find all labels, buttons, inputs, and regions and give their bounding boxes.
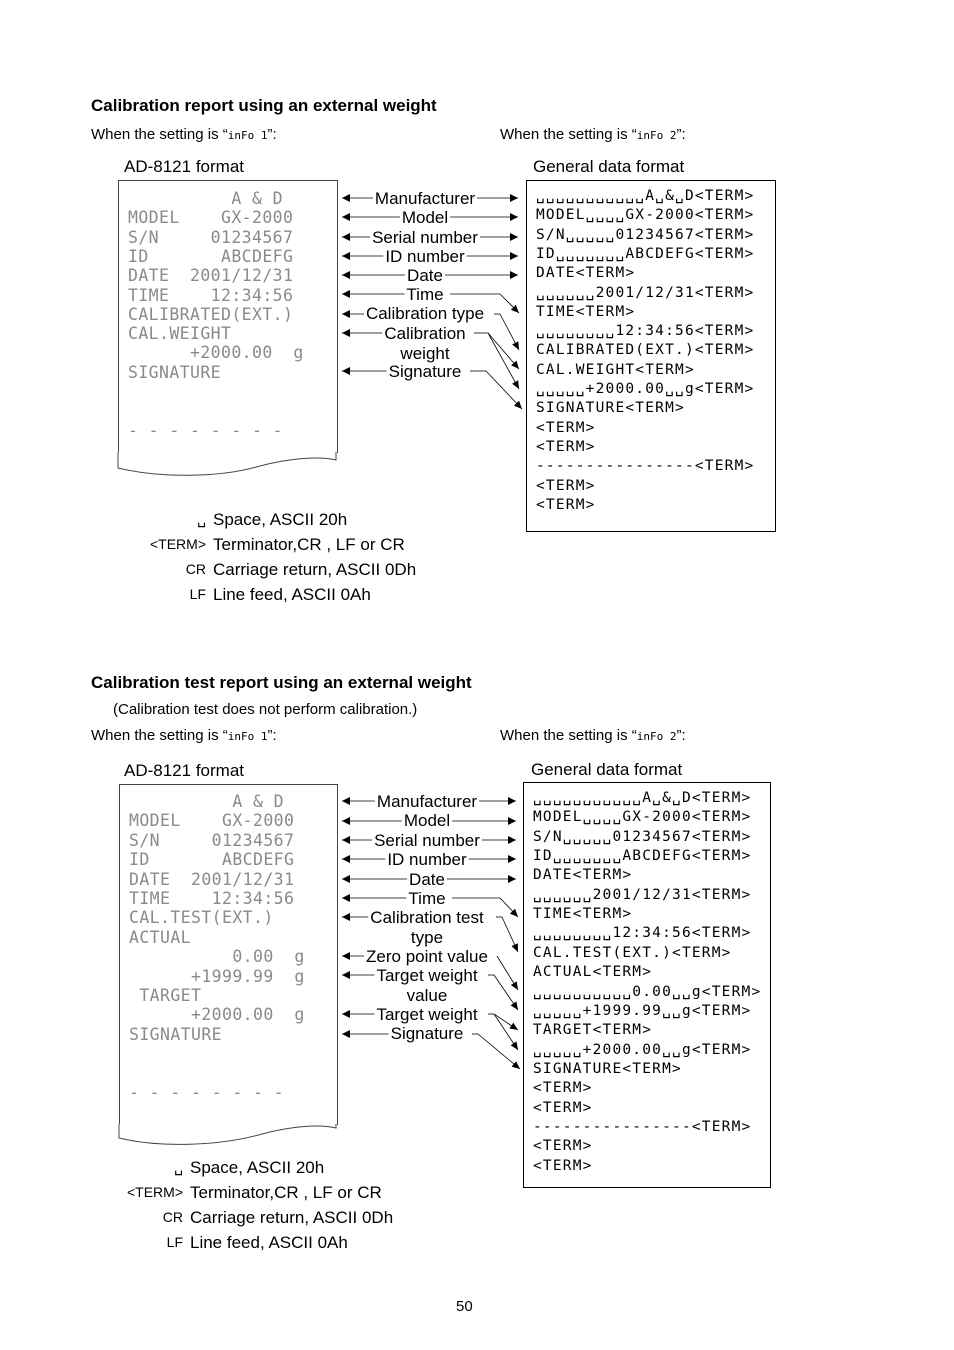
general-data-line: ----------------<TERM>	[536, 458, 755, 475]
legend-text: Line feed, ASCII 0Ah	[213, 585, 371, 604]
setting-prefix: When the setting is “	[91, 126, 228, 143]
general-data-line: ␣␣␣␣␣+1999.99␣␣g<TERM>	[533, 1002, 752, 1019]
setting-suffix: ”:	[676, 727, 686, 744]
legend-text: Space, ASCII 20h	[190, 1158, 325, 1177]
general-data-line: ID␣␣␣␣␣␣␣ABCDEFG<TERM>	[536, 245, 755, 262]
general-data-line: DATE<TERM>	[536, 265, 636, 282]
printout-line: SIGNATURE	[128, 362, 222, 382]
printout-line: 0.00 g	[129, 947, 305, 967]
printout-line: CALIBRATED(EXT.)	[128, 304, 294, 324]
general-data-line: ␣␣␣␣␣+2000.00␣␣g<TERM>	[536, 381, 755, 397]
printout-line: A & D	[128, 189, 284, 208]
legend-text: Space, ASCII 20h	[213, 510, 348, 529]
printout-line: S/N 01234567	[129, 830, 295, 850]
general-data-line: ----------------<TERM>	[533, 1118, 752, 1135]
printout-line: MODEL GX-2000	[129, 811, 295, 831]
legend-key: ␣	[197, 511, 206, 527]
printout-line: DATE 2001/12/31	[129, 869, 295, 889]
field-label: weight	[400, 344, 450, 363]
section2-left-format-title: AD-8121 format	[124, 761, 244, 780]
field-label: value	[406, 986, 448, 1005]
general-data-line: ␣␣␣␣␣␣␣␣␣␣␣A␣&␣D<TERM>	[533, 790, 752, 806]
general-data-line: ␣␣␣␣␣␣␣␣␣␣␣A␣&␣D<TERM>	[536, 188, 755, 204]
printout-line: +2000.00 g	[128, 343, 304, 363]
legend-key: LF	[166, 1234, 183, 1250]
page-number: 50	[456, 1298, 473, 1315]
field-label: Model	[401, 208, 449, 227]
setting-suffix: ”:	[676, 126, 686, 143]
field-label: Signature	[388, 362, 462, 381]
printout-line: MODEL GX-2000	[128, 208, 294, 228]
general-data-line: CAL.WEIGHT<TERM>	[536, 361, 695, 378]
general-data-line: ␣␣␣␣␣␣␣␣12:34:56<TERM>	[533, 925, 752, 942]
field-label: Date	[409, 870, 445, 889]
legend-key: CR	[185, 561, 206, 577]
field-label: Time	[406, 285, 444, 304]
field-label: type	[410, 928, 444, 947]
legend-text: Carriage return, ASCII 0Dh	[213, 560, 417, 579]
printout-line: +1999.99 g	[129, 966, 305, 986]
general-data-line: ␣␣␣␣␣␣2001/12/31<TERM>	[536, 284, 755, 301]
printout-line: ACTUAL	[129, 927, 192, 947]
general-data-line: ␣␣␣␣␣␣␣␣12:34:56<TERM>	[536, 323, 755, 340]
legend-key: ␣	[174, 1159, 183, 1175]
legend-key: CR	[162, 1209, 183, 1225]
setting-prefix: When the setting is “	[91, 727, 228, 744]
general-data-line: <TERM>	[533, 1080, 593, 1097]
printout-line: - - - - - - - -	[129, 1083, 285, 1102]
field-label: Target weight	[376, 966, 478, 985]
general-data-line: MODEL␣␣␣␣GX-2000<TERM>	[536, 207, 755, 224]
legend-text: Carriage return, ASCII 0Dh	[190, 1208, 394, 1227]
general-data-line: <TERM>	[536, 477, 596, 494]
field-label: Calibration test	[370, 908, 484, 927]
section1-right-format-title: General data format	[533, 157, 685, 176]
general-data-line: TIME<TERM>	[533, 906, 633, 923]
printout-line: TIME 12:34:56	[129, 889, 295, 908]
general-data-line: <TERM>	[533, 1138, 593, 1155]
general-data-line: TIME<TERM>	[536, 303, 636, 320]
general-data-line: ID␣␣␣␣␣␣␣ABCDEFG<TERM>	[533, 848, 752, 865]
printout-line: SIGNATURE	[129, 1024, 223, 1044]
legend-key: <TERM>	[149, 536, 206, 552]
general-data-line: <TERM>	[536, 496, 596, 513]
general-data-line: S/N␣␣␣␣␣01234567<TERM>	[533, 828, 752, 845]
printout-line: +2000.00 g	[129, 1005, 305, 1025]
printout-line: - - - - - - - -	[128, 420, 284, 440]
general-data-line: CAL.TEST(EXT.)<TERM>	[533, 944, 732, 961]
printout-line: ID ABCDEFG	[128, 246, 294, 266]
printout-line: ID ABCDEFG	[129, 850, 295, 870]
setting-suffix: ”:	[267, 126, 277, 143]
setting-value: inFo 2	[636, 730, 677, 743]
printout-line: DATE 2001/12/31	[128, 266, 294, 286]
field-label: Calibration	[384, 324, 466, 343]
setting-value: inFo 1	[227, 129, 268, 142]
section1-heading: Calibration report using an external weight	[91, 96, 437, 115]
field-label: Time	[408, 889, 446, 908]
setting-value: inFo 1	[227, 730, 268, 743]
legend-key: <TERM>	[126, 1184, 183, 1200]
general-data-line: ␣␣␣␣␣␣2001/12/31<TERM>	[533, 886, 752, 903]
setting-suffix: ”:	[267, 727, 277, 744]
section2-right-format-title: General data format	[531, 760, 683, 779]
field-label: Serial number	[372, 228, 478, 247]
legend-key: LF	[189, 586, 206, 602]
field-label: Serial number	[374, 831, 480, 850]
legend-text: Terminator,CR , LF or CR	[190, 1183, 382, 1202]
printout-line: TIME 12:34:56	[128, 285, 294, 305]
general-data-line: ACTUAL<TERM>	[533, 964, 653, 981]
printout-line: CAL.TEST(EXT.)	[129, 908, 274, 928]
section1-left-format-title: AD-8121 format	[124, 157, 244, 176]
general-data-line: <TERM>	[536, 419, 596, 436]
printout-line: TARGET	[129, 986, 202, 1005]
printout-line: CAL.WEIGHT	[128, 324, 232, 344]
legend-text: Line feed, ASCII 0Ah	[190, 1233, 348, 1252]
general-data-line: SIGNATURE<TERM>	[533, 1060, 682, 1077]
field-label: Zero point value	[366, 947, 488, 966]
general-data-line: SIGNATURE<TERM>	[536, 400, 685, 417]
field-label: Calibration type	[365, 304, 485, 323]
setting-prefix: When the setting is “	[500, 727, 637, 744]
field-label: Model	[403, 811, 451, 830]
printout-line: S/N 01234567	[128, 227, 294, 247]
section2-heading: Calibration test report using an external weight	[91, 673, 472, 692]
field-label: Manufacturer	[374, 189, 476, 208]
general-data-line: CALIBRATED(EXT.)<TERM>	[536, 342, 755, 359]
general-data-line: ␣␣␣␣␣␣␣␣␣␣0.00␣␣g<TERM>	[533, 983, 762, 1000]
field-label: Date	[407, 266, 443, 285]
general-data-line: DATE<TERM>	[533, 867, 633, 884]
general-data-line: <TERM>	[533, 1099, 593, 1116]
field-label: Signature	[390, 1024, 464, 1043]
general-data-line: <TERM>	[533, 1157, 593, 1174]
section2-subnote: (Calibration test does not perform calibration.)	[113, 701, 418, 718]
setting-prefix: When the setting is “	[500, 126, 637, 143]
general-data-line: TARGET<TERM>	[533, 1022, 653, 1039]
general-data-line: <TERM>	[536, 438, 596, 455]
general-data-line: MODEL␣␣␣␣GX-2000<TERM>	[533, 809, 752, 826]
field-label: ID number	[387, 850, 467, 869]
general-data-line: ␣␣␣␣␣+2000.00␣␣g<TERM>	[533, 1041, 752, 1058]
printout-line: A & D	[129, 792, 285, 811]
general-data-line: S/N␣␣␣␣␣01234567<TERM>	[536, 226, 755, 243]
field-label: Target weight	[376, 1005, 478, 1024]
field-label: ID number	[385, 247, 465, 266]
field-label: Manufacturer	[376, 792, 478, 811]
legend-text: Terminator,CR , LF or CR	[213, 535, 405, 554]
setting-value: inFo 2	[636, 129, 677, 142]
